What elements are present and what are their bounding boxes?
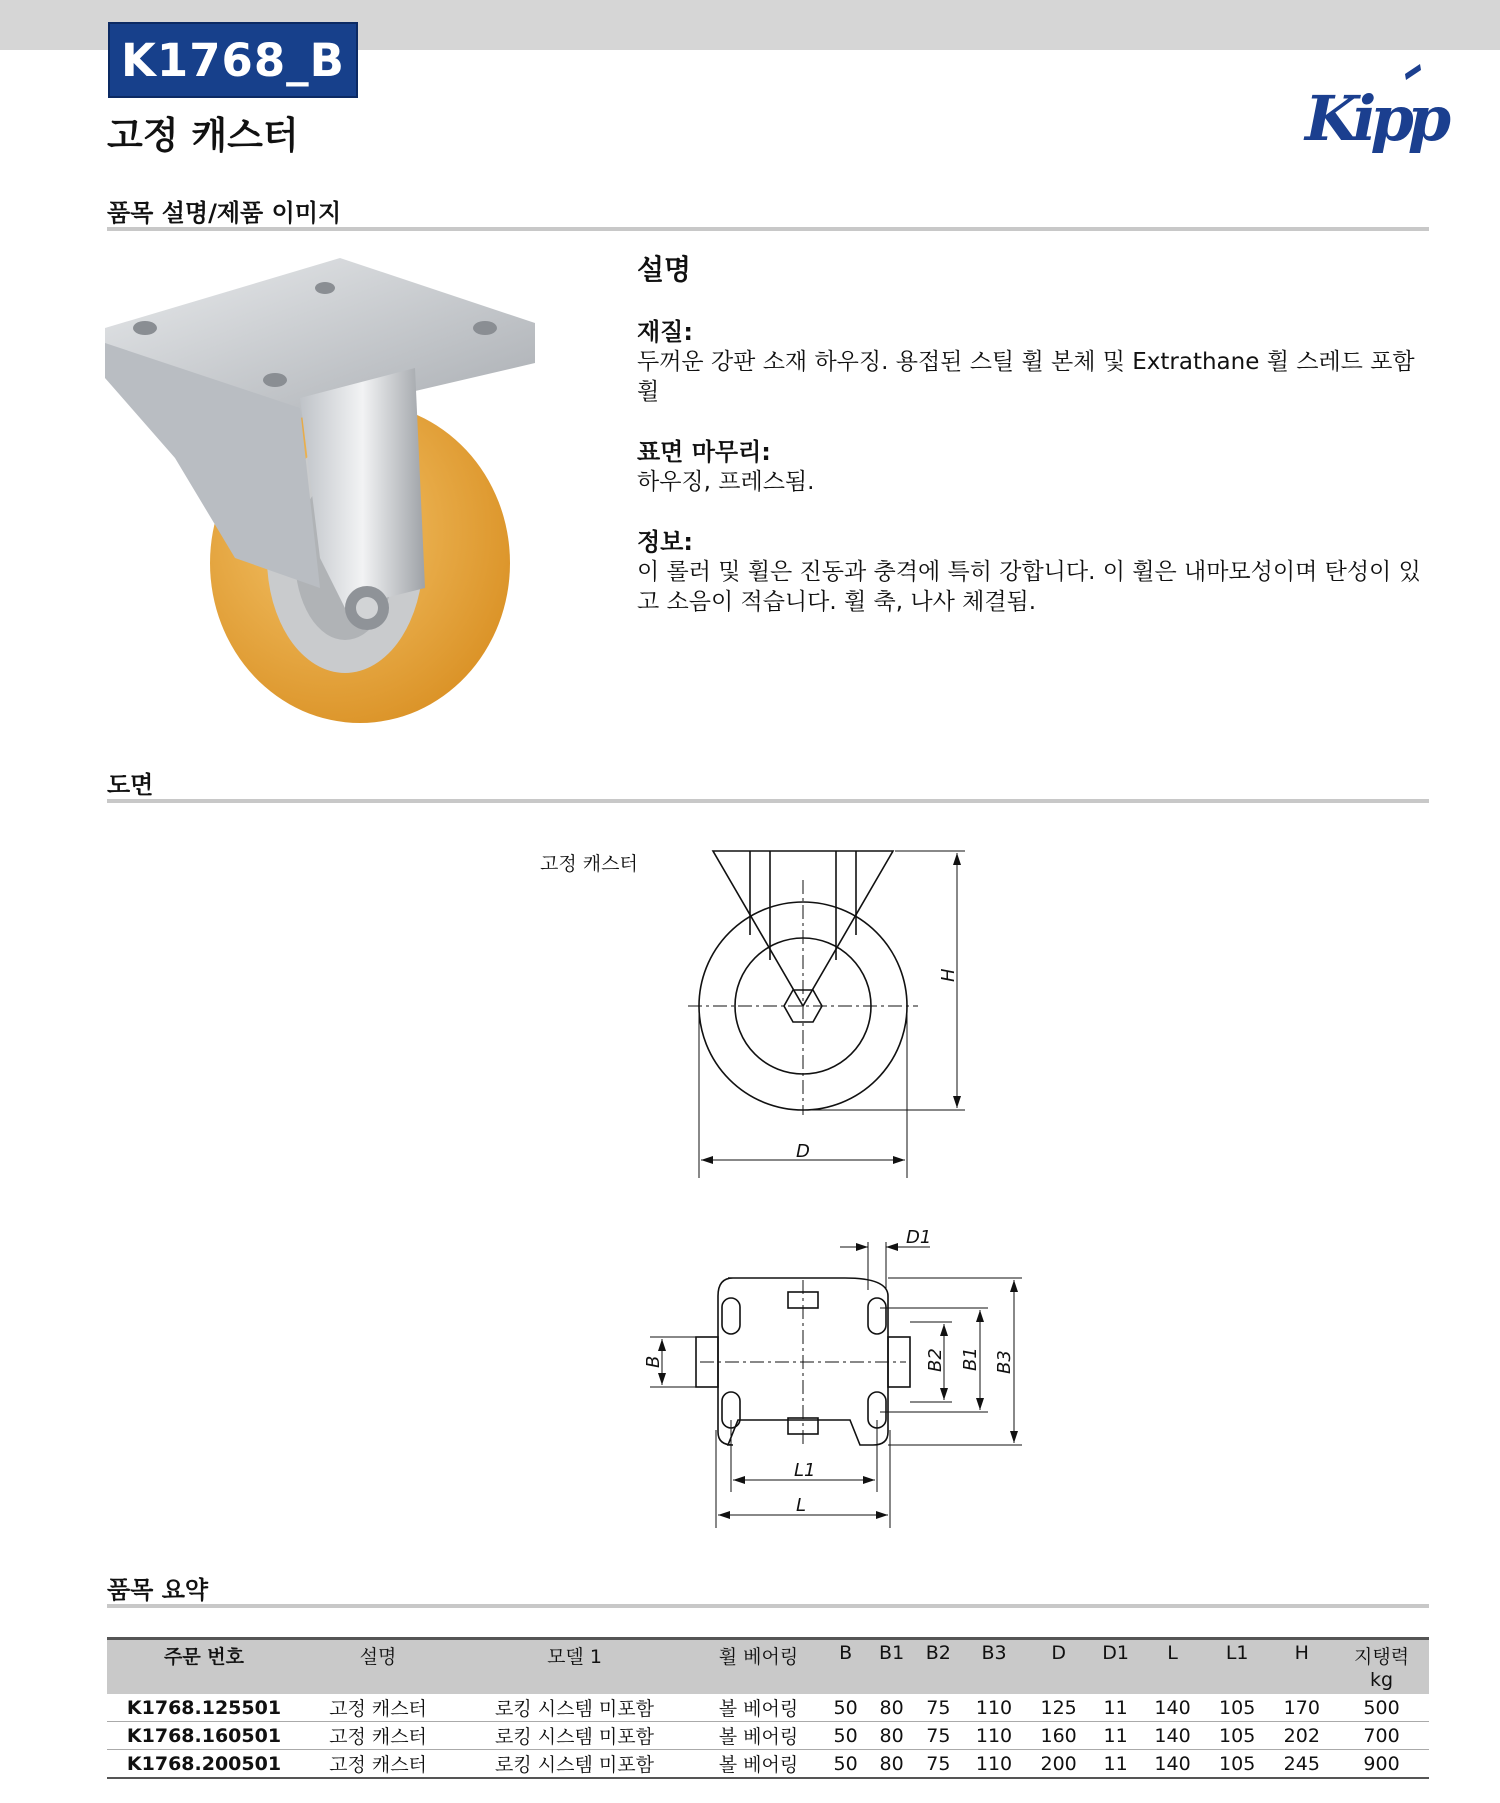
table-row — [107, 1722, 1429, 1750]
cell: 900 — [1334, 1750, 1429, 1779]
cell: 80 — [868, 1694, 915, 1722]
col-H: H — [1270, 1639, 1335, 1695]
cell-order-number: K1768.125501 — [107, 1694, 301, 1722]
table-row — [107, 1694, 1429, 1722]
cell: 160 — [1026, 1722, 1091, 1750]
dim-label-L1: L1 — [794, 1460, 816, 1481]
col-model: 모델 1 — [455, 1639, 694, 1695]
cell: 볼 베어링 — [694, 1694, 823, 1722]
cell: 50 — [823, 1750, 868, 1779]
table-header-row — [107, 1639, 1429, 1695]
cell: 500 — [1334, 1694, 1429, 1722]
cell: 고정 캐스터 — [301, 1722, 455, 1750]
dim-label-B3: B3 — [994, 1350, 1015, 1374]
col-description: 설명 — [301, 1639, 455, 1695]
section-divider — [107, 1604, 1429, 1608]
cell: 볼 베어링 — [694, 1750, 823, 1779]
dim-label-D1: D1 — [906, 1227, 932, 1248]
item-summary-table — [107, 1637, 1429, 1779]
cell: 50 — [823, 1722, 868, 1750]
cell-order-number: K1768.200501 — [107, 1750, 301, 1779]
dim-label-H: H — [938, 968, 959, 982]
col-L: L — [1140, 1639, 1205, 1695]
col-D1: D1 — [1091, 1639, 1140, 1695]
section-title-drawing: 도면 — [107, 771, 154, 799]
cell: 125 — [1026, 1694, 1091, 1722]
cell: 80 — [868, 1750, 915, 1779]
cell: 110 — [962, 1750, 1027, 1779]
dim-label-L: L — [796, 1495, 807, 1516]
description-heading: 설명 — [637, 253, 692, 286]
cell: 200 — [1026, 1750, 1091, 1779]
cell: 50 — [823, 1694, 868, 1722]
col-B3: B3 — [962, 1639, 1027, 1695]
cell: 11 — [1091, 1694, 1140, 1722]
col-L1: L1 — [1205, 1639, 1270, 1695]
material-label: 재질: — [637, 318, 693, 346]
cell: 75 — [915, 1694, 962, 1722]
svg-text:Kipp: Kipp — [1305, 82, 1446, 155]
cell: 로킹 시스템 미포함 — [455, 1722, 694, 1750]
cell: 140 — [1140, 1722, 1205, 1750]
cell: 볼 베어링 — [694, 1722, 823, 1750]
col-wheel-bearing: 휠 베어링 — [694, 1639, 823, 1695]
cell: 245 — [1270, 1750, 1335, 1779]
finish-text: 하우징, 프레스됨. — [637, 469, 815, 495]
cell: 105 — [1205, 1694, 1270, 1722]
cell: 80 — [868, 1722, 915, 1750]
product-code-badge: K1768_B — [108, 22, 358, 98]
cell: 11 — [1091, 1722, 1140, 1750]
drawing-view-label: 고정 캐스터 — [540, 853, 638, 875]
dim-label-D: D — [796, 1141, 810, 1162]
cell: 140 — [1140, 1694, 1205, 1722]
info-label: 정보: — [637, 528, 693, 556]
cell: 로킹 시스템 미포함 — [455, 1750, 694, 1779]
cell: 700 — [1334, 1722, 1429, 1750]
cell: 105 — [1205, 1722, 1270, 1750]
cell: 11 — [1091, 1750, 1140, 1779]
cell: 로킹 시스템 미포함 — [455, 1694, 694, 1722]
cell: 110 — [962, 1694, 1027, 1722]
col-B1: B1 — [868, 1639, 915, 1695]
dim-label-B2: B2 — [925, 1348, 946, 1372]
cell: 170 — [1270, 1694, 1335, 1722]
material-text: 두꺼운 강판 소재 하우징. 용접된 스틸 휠 본체 및 Extrathane 휠 스레드 포함 휠 — [637, 349, 1415, 405]
cell: 105 — [1205, 1750, 1270, 1779]
col-B: B — [823, 1639, 868, 1695]
table-row — [107, 1750, 1429, 1779]
cell: 75 — [915, 1722, 962, 1750]
dim-label-B1: B1 — [960, 1347, 981, 1371]
load-unit: kg — [1370, 1669, 1394, 1691]
dim-label-B: B — [643, 1355, 664, 1368]
finish-label: 표면 마무리: — [637, 438, 771, 466]
info-text: 이 롤러 및 휠은 진동과 충격에 특히 강합니다. 이 휠은 내마모성이며 탄성이 있고 소음이 적습니다. 휠 축, 나사 체결됨. — [637, 559, 1421, 615]
col-D: D — [1026, 1639, 1091, 1695]
cell: 75 — [915, 1750, 962, 1779]
section-title-product: 품목 설명/제품 이미지 — [107, 199, 342, 227]
cell: 202 — [1270, 1722, 1335, 1750]
page-title: 고정 캐스터 — [107, 114, 299, 157]
cell: 140 — [1140, 1750, 1205, 1779]
section-title-summary: 품목 요약 — [107, 1576, 209, 1604]
col-load-capacity: 지탱력 kg — [1334, 1639, 1429, 1695]
cell: 고정 캐스터 — [301, 1750, 455, 1779]
col-order-number: 주문 번호 — [107, 1639, 301, 1695]
cell: 110 — [962, 1722, 1027, 1750]
cell: 고정 캐스터 — [301, 1694, 455, 1722]
cell-order-number: K1768.160501 — [107, 1722, 301, 1750]
col-B2: B2 — [915, 1639, 962, 1695]
